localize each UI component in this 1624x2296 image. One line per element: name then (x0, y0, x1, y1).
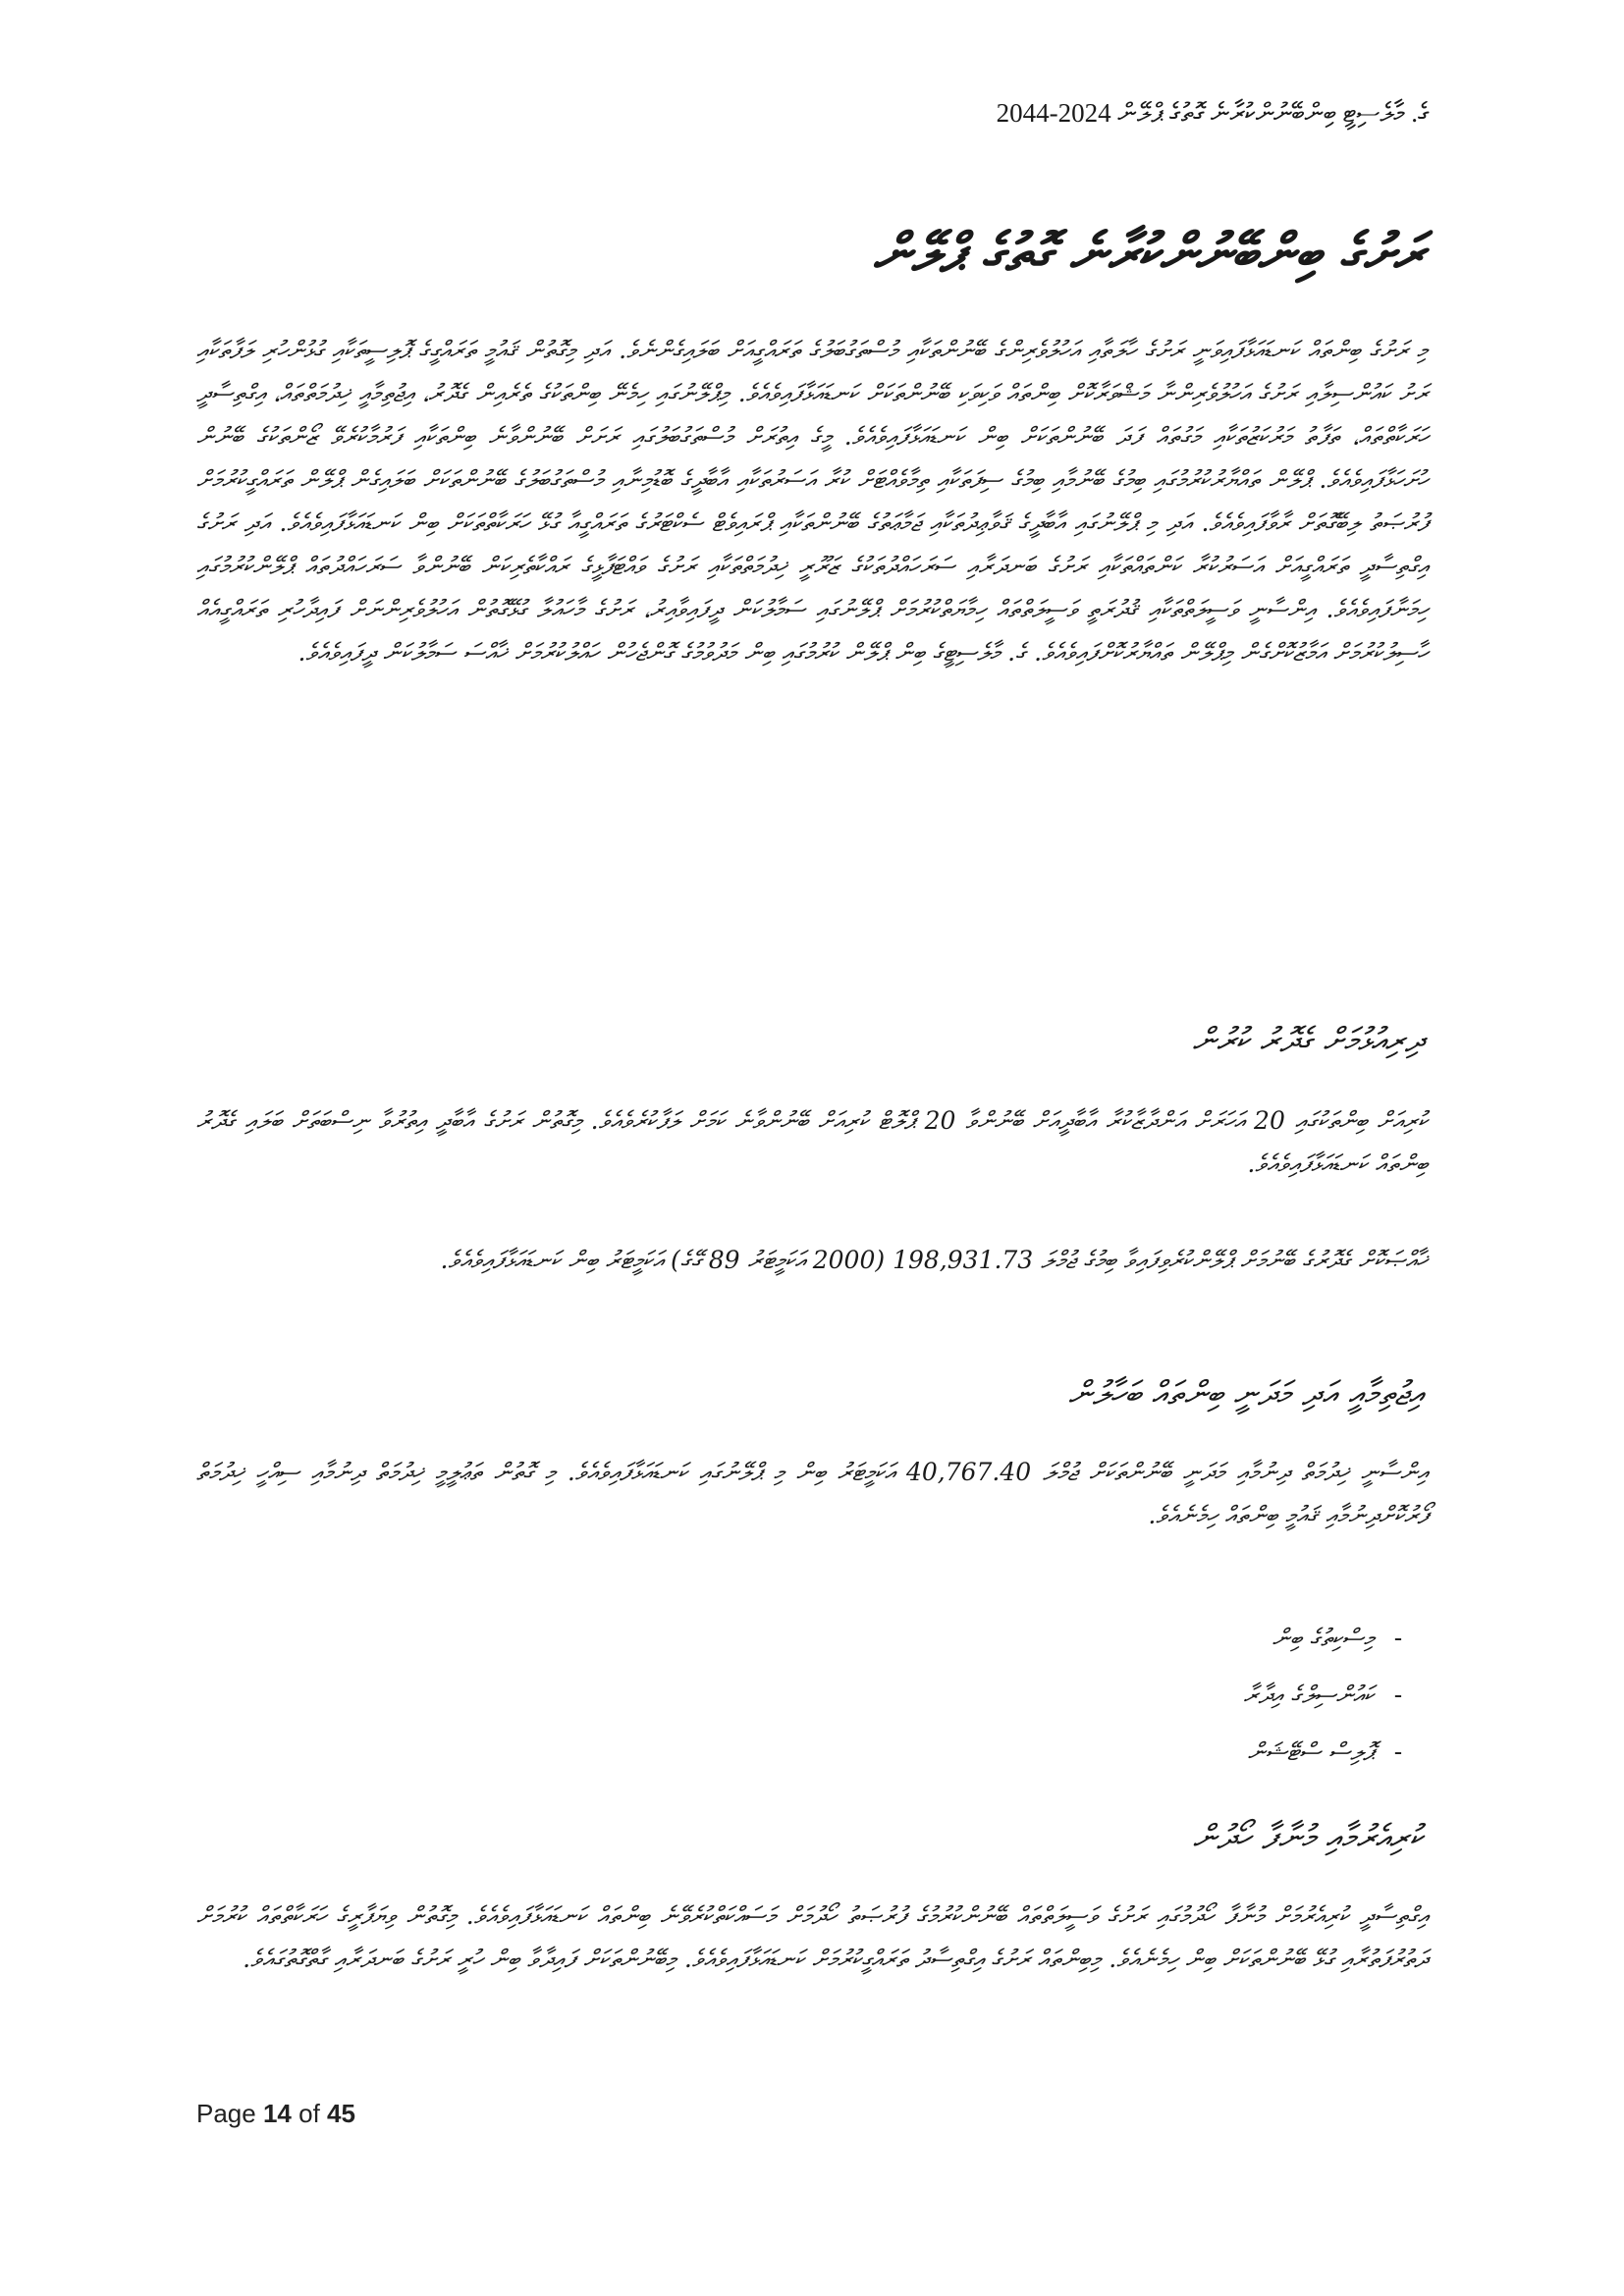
bullet-dash: - (1393, 1737, 1403, 1766)
bullet-dash: - (1393, 1624, 1403, 1652)
intro-paragraph: މި ރަށުގެ ބިންތައް ކަނޑައަޅާފައިވަނީ ރަށުގެ ހާލަތާއި އަހުލުވެރިންގެ ބޭނުންތަކާއި މުސްތަގުބަލުގެ ތަރައްގީއަށް ބަލައިގެންނެވެ. އަދި މިގޮތުން ޤައުމީ ތަރައްގީގެ ޕޮލިސީތަކާއި ގުޅުންހުރި ލަފާތަކާއި ރަށު ކައުންސިލާއި ރަށުގެ އަހުލުވެރިންނާ މަޝްވަރާކޮށް ބިންތައް ވަކިވަކި ބޭނުންތަކަށް ކަނޑައަޅާފައިވެއެވެ. މިޕްލޭނުގައި ހިމެނޭ ބިންތަކުގެ ތެރެއިން ގެދޮރު، އިޖުތިމާއީ ޚިދުމަތްތައް، އިގްތިސާދީ ހަރަކާތްތައް، ތަފާތު މަރުކަޒުތަކާއި މަގުތައް ފަދަ ބޭނުންތަކަށް ބިން ކަނޑައަޅާފައިވެއެވެ. މީގެ އިތުރަށް މުސްތަގުބަލުގައި ރަށަށް ބޭނުންވާނެ ބިންތަކާއި ފަރުމާކުރެވޭ ޒޯންތަކުގެ ބޭނުން ހުށަހަޅާފައިވެއެވެ. ޕްލޭން ތައްޔާރުކުރުމުގައި ބިމުގެ ބޭނުމާއި ބިމުގެ ސިފަތަކާއި ތިމާވެއްޓަށް ކުރާ އަސަރުތަކާއި އާބާދީގެ ބޮޑުމިނާއި މުސްތަގުބަލުގެ ބޭނުންތަކަށް ބަލައިގެން ޕްލޭން ތަރައްގީކުރުމަށް ފުރުޞަތު ލިބޭގޮތަށް ރާވާފައިވެއެވެ. އަދި މި ޕްލޭނުގައި އާބާދީގެ ޤަވާޢިދުތަކާއި ޖަމާޢަތުގެ ބޭނުންތަކާއި ޕްރައިވެޓް ސެކްޓަރުގެ ތަރައްގީއާ ގުޅޭ ހަރަކާތްތަކަށް ބިން ކަނޑައަޅާފައިވެއެވެ. އަދި ރަށުގެ އިގްތިސާދީ ތަރައްގީއަށް އަސަރުކުރާ ކަންތައްތަކާއި ރަށުގެ ބަނދަރާއި ސަރަހައްދުތަކުގެ ޒަރޫރީ ޚިދުމަތްތަކާއި ރަށުގެ ވައްޓަފާޅީގެ ރައްކާތެރިކަން ބޭނުންވާ ސަރަހައްދުތައް ޕްލޭންކުރުމުގައި ހިމަނާފައިވެއެވެ. އިންސާނީ ވަސީލަތްތަކާއި ޤުދުރަތީ ވަސީލަތްތައް ހިމާޔަތްކުރުމަށް ޕްލޭނުގައި ސަމާލުކަން ދީފައިވާއިރު، ރަށުގެ މާހައުލާ ގުޅޭގޮތުން އަހުލުވެރިންނަށް ފައިދާހުރި ތަރައްގީއެއް ހާސިލުކުރުމަށް އަމާޒުކޮށްގެން މިޕްލޭން ތައްޔާރުކޮށްފައިވެއެވެ. ގެ. މާލެސިޓީގެ ބިން ޕްލޭން ކުރުމުގައި ބިން މަދުވުމުގެ ގޮންޖެހުން ހައްލުކުރުމަށް ޚާއްސަ ސަމާލުކަން ދީފައިވެއެވެ. (196, 336, 1428, 667)
list-item (735, 1610, 1423, 1667)
footer-page-total: 45 (327, 2099, 355, 2128)
social-paragraph: އިންސާނީ ޚިދުމަތް ދިނުމާއި މަދަނީ ބޭނުންތަކަށް ޖުމްލަ 40,767.40 އަކަމީޓަރު ބިން މި ޕްލޭނުގައި ކަނޑައަޅާފައިވެއެވެ. މި ގޮތުން ތަޢުލީމީ ޚިދުމަތް ދިނުމާއި ސިއްހީ ޚިދުމަތް ފޯރުކޮށްދިނުމާއި ޤައުމީ ބިންތައް ހިމެނެއެވެ. (196, 1458, 1428, 1529)
bullet-dash: - (1393, 1681, 1403, 1709)
list-item (735, 1667, 1423, 1724)
population-paragraph-1: ކުރިއަށް ބިންތަކުގައި 20 އަހަރަށް އަންދާޒާކުރާ އާބާދީއަށް ބޭނުންވާ 20 ޕްލޮޓް ކުރިއަށް ބޭނުންވާނެ ކަމަށް ލަފާކުރެވެއެވެ. މިގޮތުން ރަށުގެ އާބާދީ އިތުރުވާ ނިސްބަތަށް ބަލައި ގެދޮރު ބިންތައް ކަނޑައަޅާފައިވެއެވެ. (196, 1106, 1428, 1178)
economic-heading: ކުރިއެރުމާއި މުނާފާ ހޯދުން (1192, 1818, 1423, 1857)
population-paragraph-2: ޚާއްޞަކޮށް ގެދޮރުގެ ބޭނުމަށް ޕްލޭންކުރެވިފައިވާ ބިމުގެ ޖުމްލަ 198,931.73 (2000 އަކަމީޓަރު 89 ގޭގެ) އަކަމީޓަރު ބިން ކަނޑައަޅާފައިވެއެވެ. (440, 1246, 1428, 1274)
page-footer (196, 2099, 355, 2129)
social-list (735, 1610, 1423, 1781)
page-header (546, 98, 1430, 130)
footer-page-label: Page (196, 2099, 256, 2128)
list-item-label: ޕޮލިސް ސްޓޭޝަން (1247, 1737, 1374, 1766)
list-item-label: މިސްކިތުގެ ބިން (1272, 1624, 1374, 1652)
list-item-label: ކައުންސިލްގެ އިދާރާ (1243, 1681, 1374, 1709)
population-heading: ދިރިއުޅުމަށް ގެދޮރު ކުރުން (1192, 1021, 1423, 1060)
social-heading: އިޖުތިމާއީ އަދި މަދަނީ ބިންތައް ބަހާލުން (1068, 1374, 1423, 1414)
list-item (735, 1724, 1423, 1781)
header-text: ގެ. މާލެސިޓީ ބިންބޭނުންކުރާނެ ގޮތުގެ ޕްލޭން 2024-2044 (996, 98, 1430, 128)
section-title: ރަށުގެ ބިންބޭނުންކުރާނެ ގޮތުގެ ޕްލޭން (873, 221, 1423, 284)
footer-page-number: 14 (262, 2099, 292, 2128)
economic-paragraph: އިގްތިސާދީ ކުރިއެރުމަށް މުނާފާ ހޯދުމުގައި ރަށުގެ ވަސީލަތްތައް ބޭނުންކުރުމުގެ ފުރުޞަތު ހޯދުމަށް މަސައްކަތްކުރެވޭނެ ބިންތައް ކަނޑައަޅާފައިވެއެވެ. މިގޮތުން ވިޔަފާރީގެ ހަރަކާތްތައް ކުރުމަށް ދަތުރުފަތުރާއި ގުޅޭ ބޭނުންތަކަށް ބިން ހިމެނެއެވެ. މިބިންތައް ރަށުގެ އިގްތިސާދު ތަރައްގީކުރުމަށް ކަނޑައަޅާފައިވެއެވެ. މިބޭނުންތަކަށް ފައިދާވާ ބިން ހުރީ ރަށުގެ ބަނދަރާއި ގާތްގޮތުގައެވެ. (196, 1901, 1428, 1973)
footer-of-label: of (298, 2099, 320, 2128)
